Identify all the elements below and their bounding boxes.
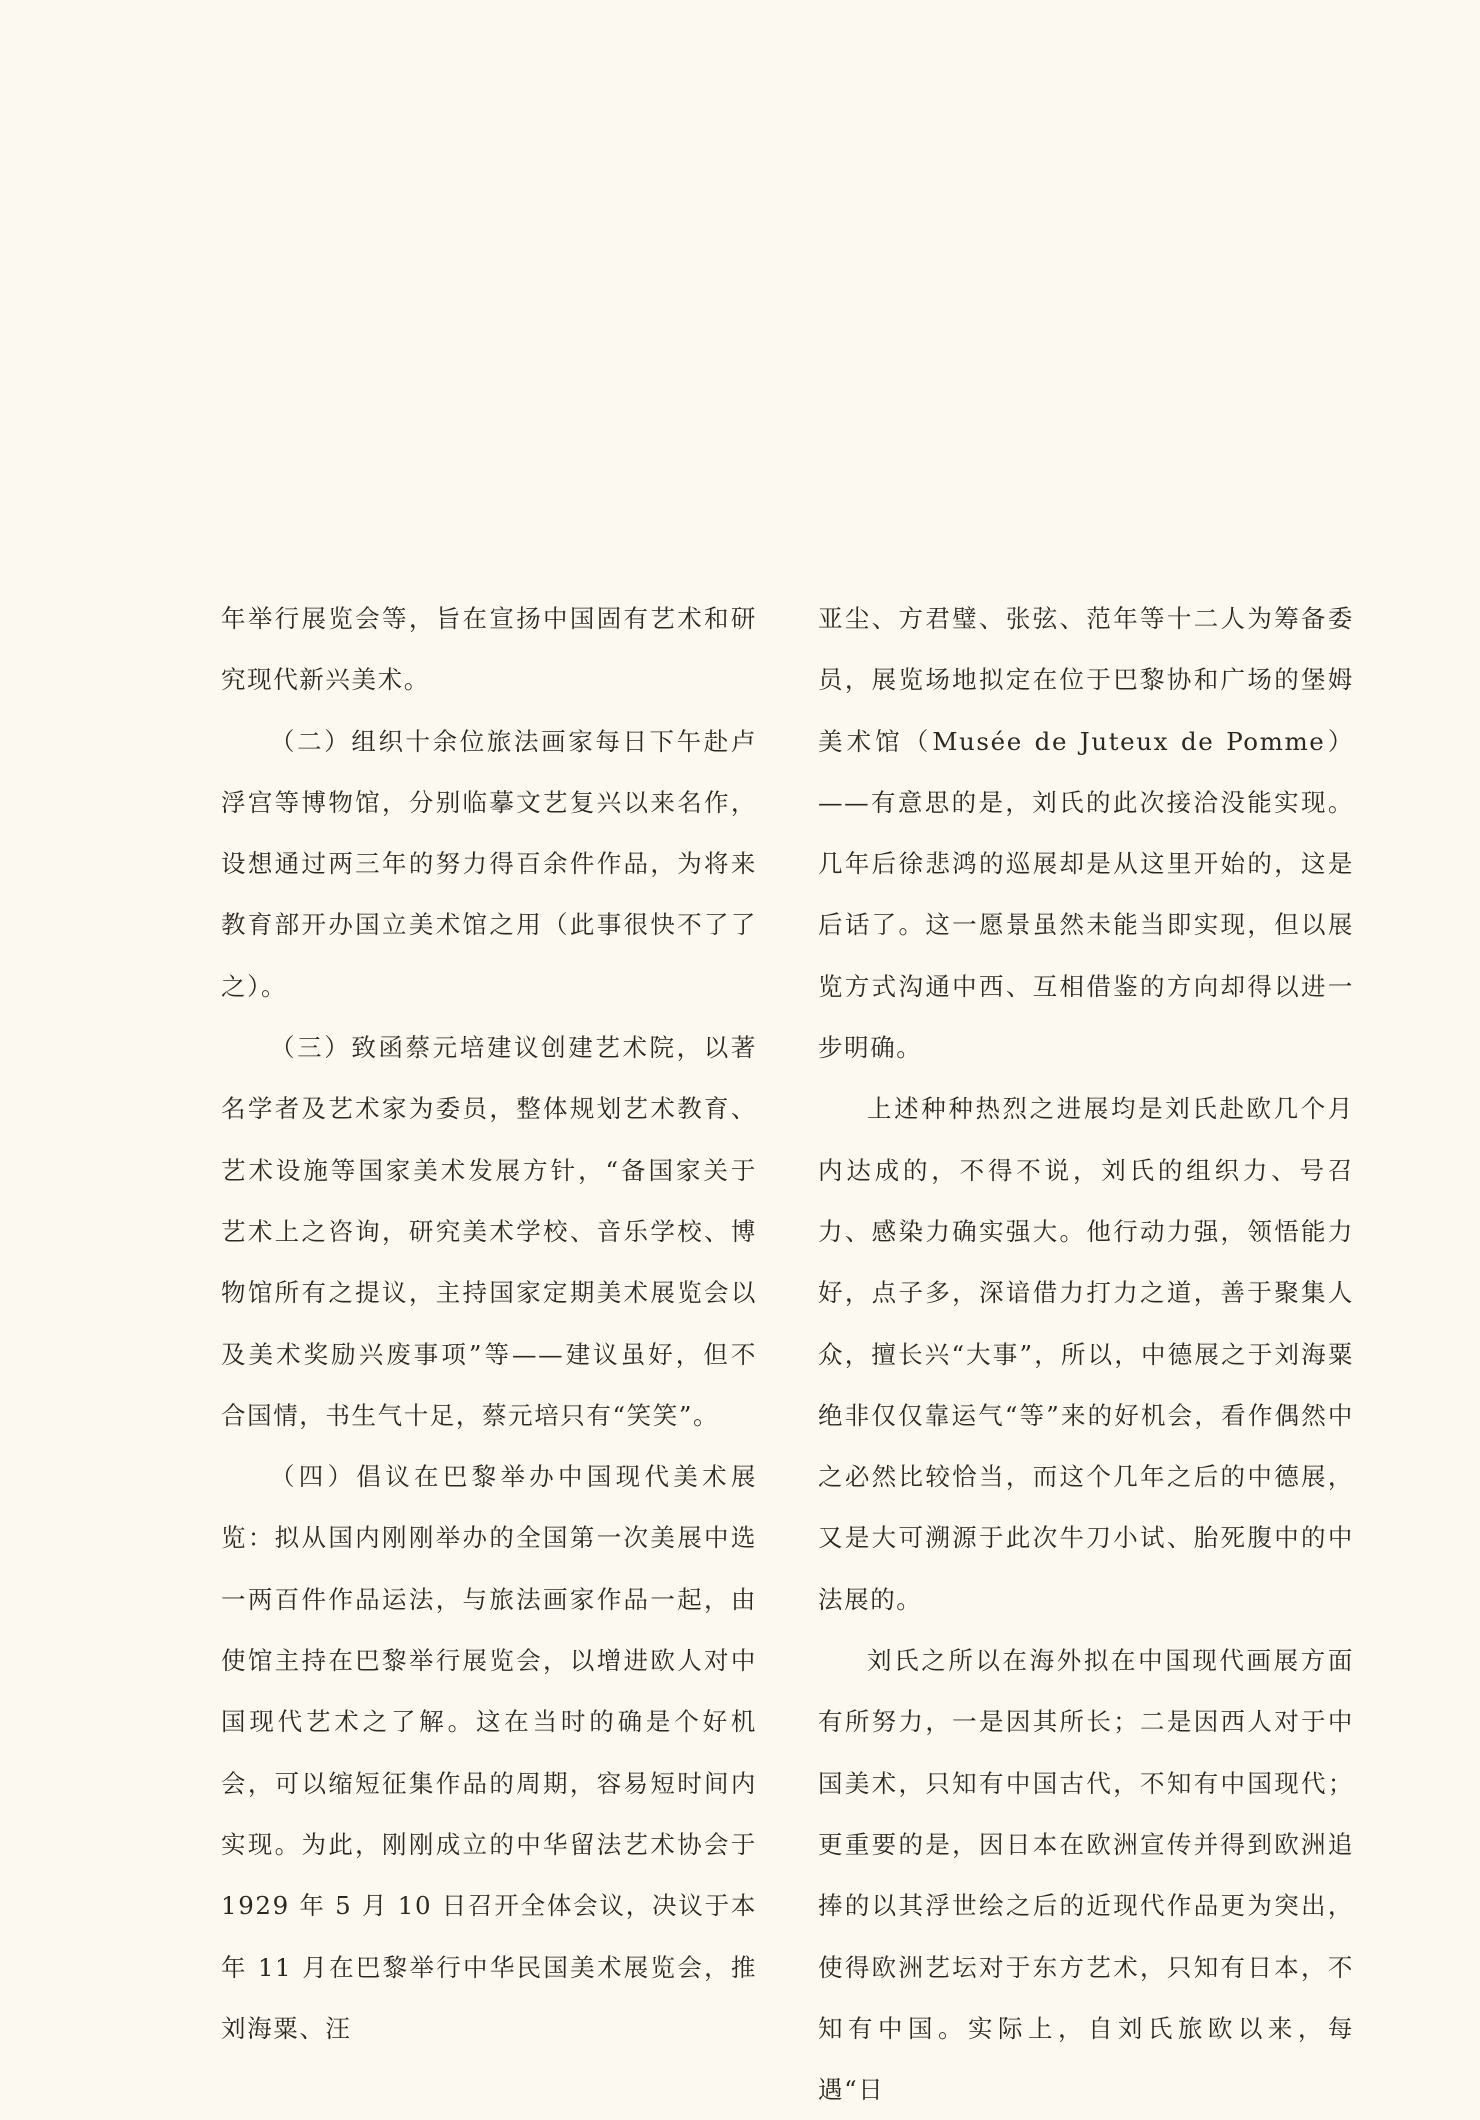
paragraph: 年举行展览会等，旨在宣扬中国固有艺术和研究现代新兴美术。 bbox=[221, 604, 757, 695]
right-text-column bbox=[818, 588, 1354, 2120]
paragraph: （三）致函蔡元培建议创建艺术院，以著名学者及艺术家为委员，整体规划艺术教育、艺术设施等国家美术发展方针，“备国家关于艺术上之咨询，研究美术学校、音乐学校、博物馆所有之提议，主持国家定期美术展览会以及美术奖励兴废事项”等——建议虽好，但不合国情，书生气十足，蔡元培只有“笑笑”。 bbox=[221, 1033, 757, 1430]
paragraph: （二）组织十余位旅法画家每日下午赴卢浮宫等博物馆，分别临摹文艺复兴以来名作，设想通过两三年的努力得百余件作品，为将来教育部开办国立美术馆之用（此事很快不了了之）。 bbox=[221, 726, 757, 1001]
paragraph: 上述种种热烈之进展均是刘氏赴欧几个月内达成的，不得不说，刘氏的组织力、号召力、感染力确实强大。他行动力强，领悟能力好，点子多，深谙借力打力之道，善于聚集人众，擅长兴“大事”，所以，中德展之于刘海粟绝非仅仅靠运气“等”来的好机会，看作偶然中之必然比较恰当，而这个几年之后的中德展，又是大可溯源于此次牛刀小试、胎死腹中的中法展的。 bbox=[818, 1094, 1354, 1614]
left-text-column bbox=[221, 588, 757, 2059]
paragraph: （四）倡议在巴黎举办中国现代美术展览：拟从国内刚刚举办的全国第一次美展中选一两百件作品运法，与旅法画家作品一起，由使馆主持在巴黎举行展览会，以增进欧人对中国现代艺术之了解。这在当时的确是个好机会，可以缩短征集作品的周期，容易短时间内实现。为此，刚刚成立的中华留法艺术协会于 1929 年 5 月 10 日召开全体会议，决议于本年 11 月在巴黎举行中华民国美术展览会，推刘海粟、汪 bbox=[221, 1462, 757, 2043]
paragraph: 刘氏之所以在海外拟在中国现代画展方面有所努力，一是因其所长；二是因西人对于中国美术，只知有中国古代，不知有中国现代；更重要的是，因日本在欧洲宣传并得到欧洲追捧的以其浮世绘之后的近现代作品更为突出，使得欧洲艺坛对于东方艺术，只知有日本，不知有中国。实际上，自刘氏旅欧以来，每遇“日 bbox=[818, 1646, 1354, 2105]
paragraph: 亚尘、方君璧、张弦、范年等十二人为筹备委员，展览场地拟定在位于巴黎协和广场的堡姆美术馆（Musée de Juteux de Pomme）——有意思的是，刘氏的此次接洽没能实现。几年后徐悲鸿的巡展却是从这里开始的，这是后话了。这一愿景虽然未能当即实现，但以展览方式沟通中西、互相借鉴的方向却得以进一步明确。 bbox=[818, 604, 1354, 1063]
